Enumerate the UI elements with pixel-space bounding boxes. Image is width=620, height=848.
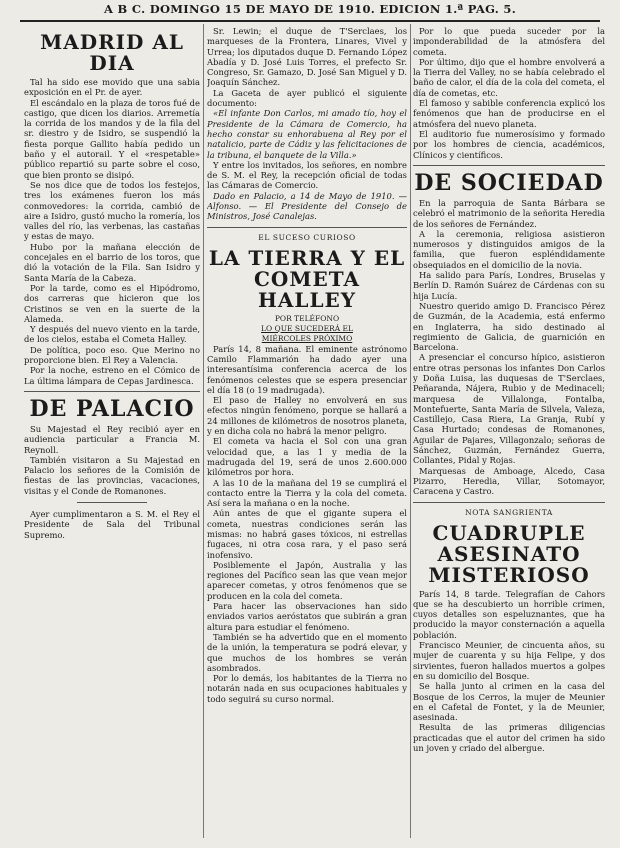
- article-paragraph: Aún antes de que el gigante supera el cometa, nuestras condiciones serán las mismas: no habrá gases tóxicos, ni estrellas fugaces, ni otra cosa rara, y el paso será inofensivo.: [207, 508, 407, 560]
- column-3: [413, 26, 605, 838]
- section-tag: NOTA SANGRIENTA: [465, 507, 553, 517]
- article-paragraph: Francisco Meunier, de cincuenta años, su mujer de cuarenta y su hija Felipe, y dos sirvientes, fueron hallados muertos a golpes en su domicilio del Bosque.: [413, 640, 605, 681]
- subhead: MIÉRCOLES PRÓXIMO: [261, 333, 353, 343]
- article-paragraph: A presenciar el concurso hípico, asistieron entre otras personas los infantes Don Carlos y Doña Luisa, las duquesas de T'Serclaes, Peñaranda, Nájera, Rubio y de Medinaceli; marquesa de Villalonga, Fontalba, Montefuerte, Santa María de Silvela, Valeza, Castillejo, Casa Riera, La Granja, Rubí y Casa Hurtado; condesas de Romanones, Aguilar de Pajares, Villagonzalo; señoras de Sánchez, Guzmán, Fernández Guerra, Collantes, Pidal y Rojas.: [413, 352, 605, 466]
- article-paragraph: Por último, dijo que el hombre envolverá a la Tierra del Valley, no se había celebrado el baño de calor, el día de la cola del cometa, el día de cometas, etc.: [413, 56, 605, 98]
- section-rule: [24, 391, 200, 392]
- article-paragraph: También se ha advertido que en el momento de la unión, la temperatura se podrá elevar, y que muchos de los hombres se verán asombrados.: [207, 631, 407, 673]
- column-2: [207, 26, 407, 838]
- column-divider: [203, 24, 204, 838]
- article-paragraph: «El infante Don Carlos, mi amado tío, hoy el Presidente de la Cámara de Comercio, ha hecho constar su enhorabuena al Rey por el natalicio, parte de Cádiz y las felicitaciones de la tribuna, el banquete de la Villa.»: [207, 108, 407, 160]
- article-paragraph: Y después del nuevo viento en la tarde, de los cielos, estaba el Cometa Halley.: [24, 324, 200, 345]
- column-1: [24, 26, 200, 838]
- article-paragraph: Posiblemente el Japón, Australia y las regiones del Pacífico sean las que vean mejor aparecer cometas, y otros fenómenos que se producen en la cola del cometa.: [207, 559, 407, 601]
- section-tag: EL SUCESO CURIOSO: [258, 232, 356, 242]
- article-paragraph: De política, poco eso. Que Merino no proporcione bien. El Rey a Valencia.: [24, 344, 200, 366]
- article-paragraph: Por la tarde, como es el Hipódromo, dos carreras que hicieron que los Cristinos se ven en la suerte de la Alameda.: [24, 282, 200, 324]
- article-paragraph: A la ceremonia, religiosa asistieron numerosos y distinguidos amigos de la familia, que fueron espléndidamente obsequiados en el domicilio de la novia.: [413, 228, 605, 270]
- article-paragraph: Nuestro querido amigo D. Francisco Pérez de Guzmán, de la Academia, está enfermo en Inglaterra, ha sido destinado al regimiento de Galicia, de guarnición en Barcelona.: [413, 300, 605, 353]
- article-paragraph: Y entre los invitados, los señores, en nombre de S. M. el Rey, la recepción oficial de todas las Cámaras de Comercio.: [207, 159, 407, 191]
- headline-tierra: LA TIERRA Y EL COMETA HALLEY: [208, 245, 406, 312]
- article-paragraph: Por la noche, estreno en el Cómico de La última lámpara de Cepas Jardinesca.: [24, 365, 200, 386]
- article-paragraph: Sr. Lewin; el duque de T'Serclaes, los marqueses de la Frontera, Linares, Vivel y Urrea; los diputados duque D. Fernando López Abadía y D. José Luis Torres, el prefecto Sr. Congreso, Sr. Gamazo, D. José San Miguel y D. Joaquín Sánchez.: [207, 26, 407, 88]
- article-paragraph: El auditorio fue numerosísimo y formado por los hombres de ciencia, académicos, Clínicos y científicos.: [413, 128, 605, 160]
- article-paragraph: El escándalo en la plaza de toros fué de castigo, que dicen los diarios. Arremetía la corrida de los mandos y de la fila del sr. diestro y de Isidro, se suspendió la fiesta porque Gallito había pedido un baño y el autorail. Y el «respetable» público repartió su parte sobre el coso, que bien pronto se disipó.: [24, 97, 200, 180]
- article-paragraph: Por lo que pueda suceder por la imponderabilidad de la atmósfera del cometa.: [413, 26, 605, 57]
- article-paragraph: Dado en Palacio, a 14 de Mayo de 1910. — Alfonso. — El Presidente del Consejo de Ministros, José Canalejas.: [207, 190, 407, 222]
- article-paragraph: El famoso y sabible conferencia explicó los fenómenos que han de producirse en el atmósfera del nuevo planeta.: [413, 98, 605, 129]
- article-paragraph: Su Majestad el Rey recibió ayer en audiencia particular a Francia M. Reynoll.: [24, 424, 200, 455]
- section-rule: [413, 502, 605, 503]
- section-rule: [413, 165, 605, 166]
- article-paragraph: París 14, 8 mañana. El eminente astrónomo Camilo Flammarión ha dado ayer una interesantísima conferencia acerca de los fenómenos celestes que se espera presenciar el día 18 (o 19 madrugada).: [207, 343, 407, 395]
- article-paragraph: Se nos dice que de todos los festejos, tres los exámenes fueron los más conmovedores: la corrida, cambió de aire a Isidro, gustó mucho la romería, los valles del río, las verbenas, las castañas y estas de mayo.: [24, 179, 200, 242]
- article-paragraph: Hubo por la mañana elección de concejales en el barrio de los toros, que dió la votación de la Fila. San Isidro y Santa María de la Cabeza.: [24, 241, 200, 283]
- headline-cuadruple: CUADRUPLE ASESINATO MISTERIOSO: [428, 520, 590, 587]
- headline-madrid: MADRID AL DIA: [40, 30, 184, 75]
- subhead: POR TELÉFONO: [274, 313, 340, 323]
- article-paragraph: Resulta de las primeras diligencias practicadas que el autor del crimen ha sido un joven y criado del albergue.: [413, 722, 605, 754]
- article-paragraph: A las 10 de la mañana del 19 se cumplirá el contacto entre la Tierra y la cola del cometa. Así sera la mañana o en la noche.: [207, 477, 407, 509]
- article-paragraph: Ha salido para París, Londres, Bruselas y Berlín D. Ramón Suárez de Cárdenas con su hija Lucía.: [413, 270, 605, 301]
- subhead: LO QUE SUCEDERÁ EL: [261, 323, 353, 333]
- column-divider: [410, 24, 411, 838]
- page-header: A B C. DOMINGO 15 DE MAYO DE 1910. EDICION 1.ª PAG. 5.: [103, 2, 517, 16]
- article-paragraph: Marquesas de Amboage, Alcedo, Casa Pizarro, Heredia, Villar, Sotomayor, Caracena y Castro.: [413, 465, 605, 497]
- section-rule: [77, 502, 147, 503]
- article-paragraph: El paso de Halley no envolverá en sus efectos ningún fenómeno, porque se hallará a 24 millones de kilómetros de nosotros planeta, y en dicha cola no habrá la menor peligro.: [207, 395, 407, 437]
- article-paragraph: En la parroquia de Santa Bárbara se celebró el matrimonio de la señorita Heredia de los señores de Fernández.: [413, 197, 605, 229]
- headline-sociedad: DE SOCIEDAD: [414, 169, 604, 196]
- article-paragraph: Para hacer las observaciones han sido enviados varios aeróstatos que subirán a gran altura para estudiar el fenómeno.: [207, 601, 407, 632]
- header-rule: [20, 20, 600, 22]
- article-paragraph: Por lo demás, los habitantes de la Tierra no notarán nada en sus ocupaciones habituales y todo seguirá su curso normal.: [207, 673, 407, 704]
- article-paragraph: El cometa va hacia el Sol con una gran velocidad que, a las 1 y media de la madrugada del 19, será de unos 2.600.000 kilómetros por hora.: [207, 436, 407, 478]
- article-paragraph: Se halla junto al crimen en la casa del Bosque de los Cerros, la mujer de Meunier en el Cafetal de Fontet, y la de Meunier, asesinada.: [413, 681, 605, 723]
- article-paragraph: París 14, 8 tarde. Telegrafían de Cahors que se ha descubierto un horrible crimen, cuyos detalles son espeluznantes, que ha producido la mayor consternación a aquella población.: [413, 588, 605, 640]
- headline-palacio: DE PALACIO: [29, 395, 195, 422]
- article-paragraph: La Gaceta de ayer publicó el siguiente documento:: [207, 87, 407, 109]
- article-paragraph: Ayer cumplimentaron a S. M. el Rey el Presidente de Sala del Tribunal Supremo.: [24, 509, 200, 540]
- section-rule: [207, 227, 407, 228]
- article-paragraph: Tal ha sido ese movido que una sabia exposición en el Pr. de ayer.: [24, 77, 200, 98]
- article-paragraph: También visitaron a Su Majestad en Palacio los señores de la Comisión de fiestas de las provincias, vacaciones, visitas y el Conde de Romanones.: [24, 454, 200, 496]
